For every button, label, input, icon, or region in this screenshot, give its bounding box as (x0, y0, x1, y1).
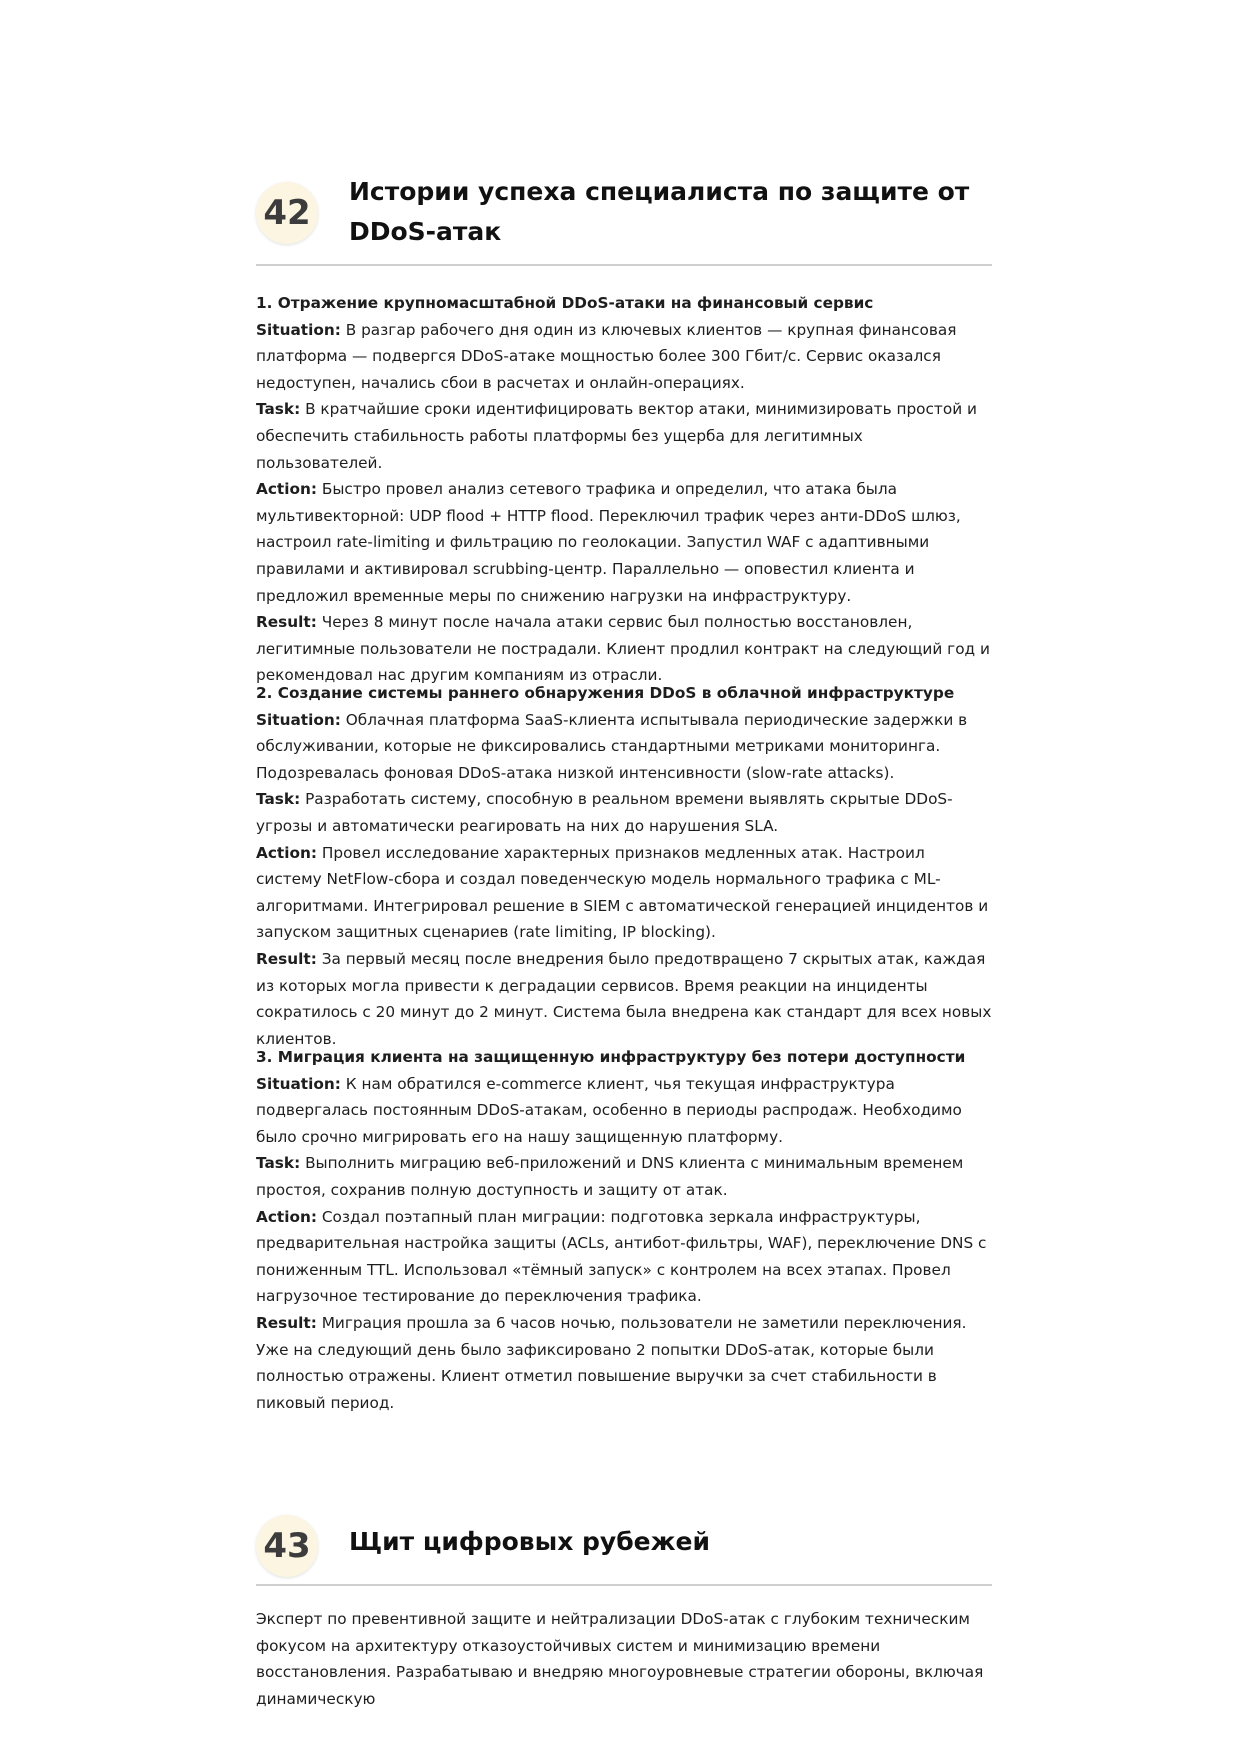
story-action (256, 840, 992, 946)
action-label: Action: (256, 480, 317, 499)
story-situation (256, 1071, 992, 1151)
task-text: Выполнить миграцию веб-приложений и DNS клиента с минимальным временем простоя, сохранив полную доступность и защиту от атак. (256, 1154, 964, 1199)
story-title: 1. Отражение крупномасштабной DDoS-атаки на финансовый сервис (256, 294, 874, 312)
section-number-badge: 43 (256, 1515, 318, 1577)
success-story (256, 680, 992, 1052)
story-title: 3. Миграция клиента на защищенную инфраструктуру без потери доступности (256, 1048, 966, 1066)
action-text: Создал поэтапный план миграции: подготовка зеркала инфраструктуры, предварительная настройка защиты (ACLs, антибот-фильтры, WAF), переключение DNS с пониженным TTL. Использовал «тёмный запуск» с контролем на всех этапах. Провел нагрузочное тестирование до переключения трафика. (256, 1207, 987, 1306)
task-label: Task: (256, 790, 301, 809)
result-label: Result: (256, 1313, 317, 1332)
story-result (256, 1310, 992, 1416)
story-action (256, 1204, 992, 1310)
result-text: За первый месяц после внедрения было предотвращено 7 скрытых атак, каждая из которых могла привести к деградации сервисов. Время реакции на инциденты сократилось с 20 минут до 2 минут. Система была внедрена как стандарт для всех новых клиентов. (256, 949, 992, 1048)
section-header (256, 168, 992, 266)
result-label: Result: (256, 949, 317, 968)
story-task (256, 786, 992, 839)
story-result (256, 946, 992, 1052)
task-text: В кратчайшие сроки идентифицировать вектор атаки, минимизировать простой и обеспечить стабильность работы платформы без ущерба для легитимных пользователей. (256, 400, 977, 472)
success-story (256, 1044, 992, 1416)
situation-text: Облачная платформа SaaS-клиента испытывала периодические задержки в обслуживании, которые не фиксировались стандартными метриками мониторинга. Подозревалась фоновая DDoS-атака низкой интенсивности (slow-rate attacks). (256, 710, 968, 782)
situation-label: Situation: (256, 1074, 341, 1093)
situation-label: Situation: (256, 710, 341, 729)
action-label: Action: (256, 1207, 317, 1226)
task-label: Task: (256, 1154, 301, 1173)
story-task (256, 1150, 992, 1203)
story-situation (256, 317, 992, 397)
result-text: Через 8 минут после начала атаки сервис был полностью восстановлен, легитимные пользователи не пострадали. Клиент продлил контракт на следующий год и рекомендовал нас другим компаниям из отрасли. (256, 613, 990, 685)
situation-text: К нам обратился e-commerce клиент, чья текущая инфраструктура подвергалась постоянным DDoS-атакам, особенно в периоды распродаж. Необходимо было срочно мигрировать его на нашу защищенную платформу. (256, 1074, 962, 1146)
situation-label: Situation: (256, 320, 341, 339)
result-text: Миграция прошла за 6 часов ночью, пользователи не заметили переключения. Уже на следующий день было зафиксировано 2 попытки DDoS-атак, которые были полностью отражены. Клиент отметил повышение выручки за счет стабильности в пиковый период. (256, 1313, 967, 1412)
action-label: Action: (256, 843, 317, 862)
situation-text: В разгар рабочего дня один из ключевых клиентов — крупная финансовая платформа — подвергся DDoS-атаке мощностью более 300 Гбит/с. Сервис оказался недоступен, начались сбои в расчетах и онлайн-операциях. (256, 320, 957, 392)
story-action (256, 476, 992, 609)
result-label: Result: (256, 613, 317, 632)
story-situation (256, 707, 992, 787)
action-text: Провел исследование характерных признаков медленных атак. Настроил систему NetFlow-сбора и создал поведенческую модель нормального трафика с ML-алгоритмами. Интегрировал решение в SIEM с автоматической генерацией инцидентов и запуском защитных сценариев (rate limiting, IP blocking). (256, 843, 989, 942)
story-task (256, 396, 992, 476)
success-story (256, 290, 992, 689)
section-number-badge: 42 (256, 182, 318, 244)
task-label: Task: (256, 400, 301, 419)
task-text: Разработать систему, способную в реальном времени выявлять скрытые DDoS-угрозы и автоматически реагировать на них до нарушения SLA. (256, 790, 953, 835)
section-title: Щит цифровых рубежей (349, 1527, 710, 1556)
story-result (256, 609, 992, 689)
section-header (256, 1502, 992, 1586)
story-title: 2. Создание системы раннего обнаружения DDoS в облачной инфраструктуре (256, 684, 955, 702)
section-title: Истории успеха специалиста по защите от DDoS-атак (349, 177, 970, 246)
section-intro: Эксперт по превентивной защите и нейтрализации DDoS-атак с глубоким техническим фокусом на архитектуру отказоустойчивых систем и минимизацию времени восстановления. Разрабатываю и внедряю многоуровневые стратегии обороны, включая динамическую (256, 1610, 984, 1708)
action-text: Быстро провел анализ сетевого трафика и определил, что атака была мультивекторной: UDP flood + HTTP flood. Переключил трафик через анти-DDoS шлюз, настроил rate-limiting и фильтрацию по геолокации. Запустил WAF с адаптивными правилами и активировал scrubbing-центр. Параллельно — оповестил клиента и предложил временные меры по снижению нагрузки на инфраструктуру. (256, 480, 961, 605)
